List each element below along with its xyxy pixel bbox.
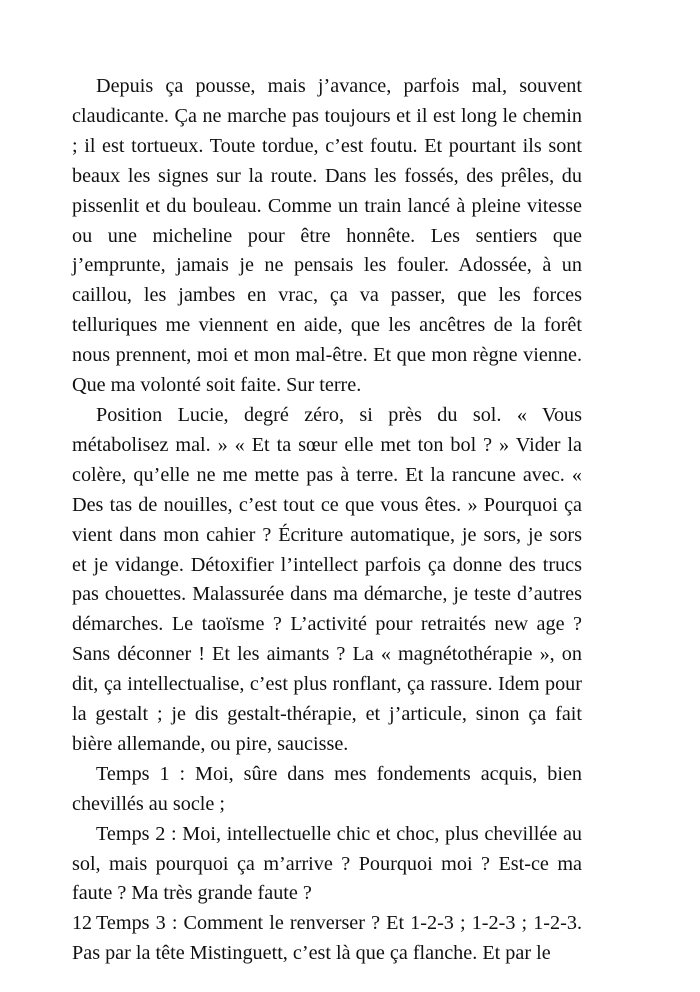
paragraph-4: Temps 2 : Moi, intellectuelle chic et choc, plus chevillée au sol, mais pourquoi ça m’arrive ? Pourquoi moi ? Est-ce ma faute ? Ma très grande faute ? <box>72 822 582 905</box>
body-text <box>72 72 582 969</box>
paragraph-5: Temps 3 : Comment le renverser ? Et 1-2-3 ; 1-2-3 ; 1-2-3. Pas par la tête Mistinguett, c’est là que ça flanche. Et par le <box>72 912 582 965</box>
paragraph-1: Depuis ça pousse, mais j’avance, parfois mal, souvent claudicante. Ça ne marche pas toujours et il est long le chemin ; il est tortueux. Toute tordue, c’est foutu. Et pourtant ils sont beaux les signes sur la route. Dans les fossés, des prêles, du pissenlit et du bouleau. Comme un train lancé à pleine vitesse ou une micheline pour être honnête. Les sentiers que j’emprunte, jamais je ne pensais les fouler. Adossée, à un caillou, les jambes en vrac, ça va passer, que les forces telluriques me viennent en aide, que les ancêtres de la forêt nous prennent, moi et mon mal-être. Et que mon règne vienne. Que ma volonté soit faite. Sur terre. <box>72 75 582 397</box>
paragraph-3: Temps 1 : Moi, sûre dans mes fondements acquis, bien chevillés au socle ; <box>72 762 582 815</box>
page-number: 12 <box>72 912 92 934</box>
paragraph-2: Position Lucie, degré zéro, si près du sol. « Vous métabolisez mal. » « Et ta sœur elle met ton bol ? » Vider la colère, qu’elle ne me mette pas à terre. Et la rancune avec. « Des tas de nouilles, c’est tout ce que vous êtes. » Pourquoi ça vient dans mon cahier ? Écriture automatique, je sors, je sors et je vidange. Détoxifier l’intellect parfois ça donne des trucs pas chouettes. Malassurée dans ma démarche, je teste d’autres démarches. Le taoïsme ? L’activité pour retraités new age ? Sans déconner ! Et les aimants ? La « magnétothérapie », on dit, ça intellectualise, c’est plus ronflant, ça rassure. Idem pour la gestalt ; je dis gestalt-thérapie, et j’articule, sinon ça fait bière allemande, ou pire, saucisse. <box>72 403 582 755</box>
